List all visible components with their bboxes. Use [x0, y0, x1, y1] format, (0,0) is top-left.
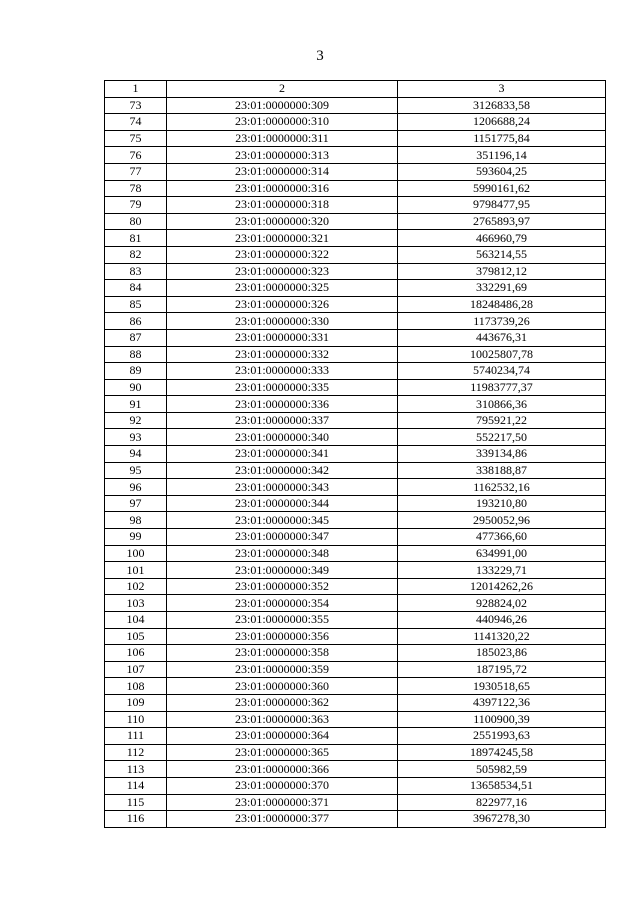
- table-row: [105, 645, 606, 662]
- table-cell-col-2: 23:01:0000000:349: [167, 562, 398, 579]
- table-cell-col-2: 23:01:0000000:332: [167, 346, 398, 363]
- table-cell-col-2: 23:01:0000000:356: [167, 628, 398, 645]
- table-row: [105, 545, 606, 562]
- table-cell-col-2: 23:01:0000000:335: [167, 379, 398, 396]
- table-cell-col-3: 505982,59: [398, 761, 606, 778]
- table-cell-col-3: 133229,71: [398, 562, 606, 579]
- table-cell-col-1: 104: [105, 612, 167, 629]
- table-cell-col-1: 87: [105, 329, 167, 346]
- table-row: [105, 711, 606, 728]
- table-cell-col-2: 23:01:0000000:363: [167, 711, 398, 728]
- table-cell-col-2: 23:01:0000000:318: [167, 197, 398, 214]
- table-row: [105, 744, 606, 761]
- table-cell-col-2: 23:01:0000000:360: [167, 678, 398, 695]
- table-cell-col-1: 73: [105, 97, 167, 114]
- table-cell-col-3: 1173739,26: [398, 313, 606, 330]
- table-row: [105, 512, 606, 529]
- table-row: [105, 379, 606, 396]
- table-cell-col-2: 23:01:0000000:370: [167, 777, 398, 794]
- table-row: [105, 280, 606, 297]
- table-cell-col-3: 1930518,65: [398, 678, 606, 695]
- table-cell-col-3: 593604,25: [398, 163, 606, 180]
- table-row: [105, 794, 606, 811]
- table-cell-col-2: 23:01:0000000:364: [167, 728, 398, 745]
- table-cell-col-1: 94: [105, 446, 167, 463]
- table-row: [105, 595, 606, 612]
- table-cell-col-3: 12014262,26: [398, 578, 606, 595]
- table-cell-col-2: 23:01:0000000:365: [167, 744, 398, 761]
- table-cell-col-3: 11983777,37: [398, 379, 606, 396]
- table-row: [105, 412, 606, 429]
- table-row: [105, 263, 606, 280]
- table-cell-col-2: 23:01:0000000:320: [167, 213, 398, 230]
- table-cell-col-1: 81: [105, 230, 167, 247]
- table-cell-col-1: 88: [105, 346, 167, 363]
- table-cell-col-2: 23:01:0000000:352: [167, 578, 398, 595]
- table-row: [105, 678, 606, 695]
- table-cell-col-3: 5740234,74: [398, 363, 606, 380]
- table-cell-col-3: 1162532,16: [398, 479, 606, 496]
- table-cell-col-1: 75: [105, 130, 167, 147]
- table-row: [105, 213, 606, 230]
- table-cell-col-3: 1141320,22: [398, 628, 606, 645]
- table-cell-col-3: 379812,12: [398, 263, 606, 280]
- table-cell-col-1: 101: [105, 562, 167, 579]
- table-cell-col-1: 97: [105, 495, 167, 512]
- table-cell-col-1: 79: [105, 197, 167, 214]
- table-cell-col-3: 2765893,97: [398, 213, 606, 230]
- table-cell-col-1: 76: [105, 147, 167, 164]
- table-cell-col-3: 18248486,28: [398, 296, 606, 313]
- table-row: [105, 479, 606, 496]
- table-cell-col-3: 3126833,58: [398, 97, 606, 114]
- table-row: [105, 246, 606, 263]
- table-row: [105, 429, 606, 446]
- table-row: [105, 97, 606, 114]
- table-cell-col-3: 10025807,78: [398, 346, 606, 363]
- table-cell-col-2: 23:01:0000000:322: [167, 246, 398, 263]
- table-cell-col-1: 86: [105, 313, 167, 330]
- table-cell-col-2: 23:01:0000000:325: [167, 280, 398, 297]
- data-table: [104, 80, 606, 828]
- table-cell-col-2: 23:01:0000000:311: [167, 130, 398, 147]
- table-row: [105, 230, 606, 247]
- table-cell-col-1: 95: [105, 462, 167, 479]
- table-cell-col-3: 193210,80: [398, 495, 606, 512]
- table-cell-col-3: 466960,79: [398, 230, 606, 247]
- table-row: [105, 180, 606, 197]
- table-cell-col-1: 83: [105, 263, 167, 280]
- table-cell-col-3: 5990161,62: [398, 180, 606, 197]
- table-row: [105, 612, 606, 629]
- table-header-row: [105, 81, 606, 98]
- table-cell-col-3: 1206688,24: [398, 114, 606, 131]
- table-row: [105, 811, 606, 828]
- table-row: [105, 346, 606, 363]
- table-cell-col-2: 23:01:0000000:326: [167, 296, 398, 313]
- table-cell-col-2: 23:01:0000000:313: [167, 147, 398, 164]
- table-cell-col-1: 93: [105, 429, 167, 446]
- table-cell-col-2: 23:01:0000000:345: [167, 512, 398, 529]
- table-cell-col-1: 113: [105, 761, 167, 778]
- table-row: [105, 578, 606, 595]
- table-cell-col-1: 106: [105, 645, 167, 662]
- table-row: [105, 661, 606, 678]
- table-cell-col-1: 102: [105, 578, 167, 595]
- table-cell-col-2: 23:01:0000000:316: [167, 180, 398, 197]
- table-cell-col-1: 115: [105, 794, 167, 811]
- table-cell-col-3: 187195,72: [398, 661, 606, 678]
- table-cell-col-3: 552217,50: [398, 429, 606, 446]
- table-row: [105, 495, 606, 512]
- table-cell-col-2: 23:01:0000000:340: [167, 429, 398, 446]
- header-cell-3: 3: [398, 81, 606, 98]
- table-cell-col-3: 185023,86: [398, 645, 606, 662]
- table-row: [105, 761, 606, 778]
- table-cell-col-1: 96: [105, 479, 167, 496]
- table-cell-col-2: 23:01:0000000:348: [167, 545, 398, 562]
- table-cell-col-2: 23:01:0000000:355: [167, 612, 398, 629]
- table-cell-col-3: 9798477,95: [398, 197, 606, 214]
- table-cell-col-3: 440946,26: [398, 612, 606, 629]
- table-row: [105, 114, 606, 131]
- table-cell-col-2: 23:01:0000000:371: [167, 794, 398, 811]
- table-cell-col-1: 89: [105, 363, 167, 380]
- table-body: [105, 97, 606, 827]
- table-cell-col-2: 23:01:0000000:309: [167, 97, 398, 114]
- table-cell-col-1: 85: [105, 296, 167, 313]
- table-cell-col-3: 822977,16: [398, 794, 606, 811]
- table-cell-col-3: 443676,31: [398, 329, 606, 346]
- table-cell-col-1: 108: [105, 678, 167, 695]
- table-cell-col-2: 23:01:0000000:341: [167, 446, 398, 463]
- table-cell-col-1: 74: [105, 114, 167, 131]
- table-cell-col-3: 1100900,39: [398, 711, 606, 728]
- table-row: [105, 329, 606, 346]
- table-cell-col-2: 23:01:0000000:314: [167, 163, 398, 180]
- table-row: [105, 694, 606, 711]
- table-cell-col-3: 351196,14: [398, 147, 606, 164]
- table-row: [105, 446, 606, 463]
- table-row: [105, 777, 606, 794]
- table-cell-col-2: 23:01:0000000:354: [167, 595, 398, 612]
- table-cell-col-3: 18974245,58: [398, 744, 606, 761]
- table-cell-col-3: 477366,60: [398, 529, 606, 546]
- table-cell-col-2: 23:01:0000000:337: [167, 412, 398, 429]
- table-cell-col-2: 23:01:0000000:321: [167, 230, 398, 247]
- table-cell-col-2: 23:01:0000000:310: [167, 114, 398, 131]
- table-cell-col-1: 98: [105, 512, 167, 529]
- table-cell-col-1: 111: [105, 728, 167, 745]
- table-cell-col-2: 23:01:0000000:344: [167, 495, 398, 512]
- table-cell-col-2: 23:01:0000000:342: [167, 462, 398, 479]
- table-cell-col-3: 1151775,84: [398, 130, 606, 147]
- table-cell-col-1: 105: [105, 628, 167, 645]
- table-row: [105, 197, 606, 214]
- table-cell-col-1: 82: [105, 246, 167, 263]
- table-row: [105, 396, 606, 413]
- table-row: [105, 313, 606, 330]
- table-cell-col-2: 23:01:0000000:362: [167, 694, 398, 711]
- table-cell-col-1: 99: [105, 529, 167, 546]
- table-cell-col-1: 92: [105, 412, 167, 429]
- table-row: [105, 728, 606, 745]
- table-cell-col-1: 77: [105, 163, 167, 180]
- table-cell-col-1: 103: [105, 595, 167, 612]
- table-cell-col-3: 310866,36: [398, 396, 606, 413]
- header-cell-2: 2: [167, 81, 398, 98]
- table-cell-col-3: 339134,86: [398, 446, 606, 463]
- table-cell-col-2: 23:01:0000000:347: [167, 529, 398, 546]
- table-cell-col-3: 3967278,30: [398, 811, 606, 828]
- table-cell-col-1: 110: [105, 711, 167, 728]
- table-cell-col-1: 112: [105, 744, 167, 761]
- table-row: [105, 130, 606, 147]
- table-row: [105, 147, 606, 164]
- table-cell-col-3: 332291,69: [398, 280, 606, 297]
- table-cell-col-3: 2950052,96: [398, 512, 606, 529]
- table-cell-col-1: 84: [105, 280, 167, 297]
- table-cell-col-3: 563214,55: [398, 246, 606, 263]
- table-cell-col-3: 4397122,36: [398, 694, 606, 711]
- table-cell-col-1: 100: [105, 545, 167, 562]
- table-cell-col-2: 23:01:0000000:333: [167, 363, 398, 380]
- table-cell-col-1: 114: [105, 777, 167, 794]
- table-cell-col-3: 795921,22: [398, 412, 606, 429]
- table-cell-col-2: 23:01:0000000:377: [167, 811, 398, 828]
- table-row: [105, 363, 606, 380]
- table-cell-col-2: 23:01:0000000:331: [167, 329, 398, 346]
- table-cell-col-3: 13658534,51: [398, 777, 606, 794]
- table-cell-col-1: 116: [105, 811, 167, 828]
- table-cell-col-2: 23:01:0000000:343: [167, 479, 398, 496]
- table-cell-col-2: 23:01:0000000:359: [167, 661, 398, 678]
- table-cell-col-3: 338188,87: [398, 462, 606, 479]
- table-cell-col-3: 2551993,63: [398, 728, 606, 745]
- table-cell-col-1: 109: [105, 694, 167, 711]
- table-row: [105, 628, 606, 645]
- table-cell-col-2: 23:01:0000000:330: [167, 313, 398, 330]
- table-cell-col-2: 23:01:0000000:366: [167, 761, 398, 778]
- page-number: 3: [316, 48, 324, 64]
- table-cell-col-2: 23:01:0000000:323: [167, 263, 398, 280]
- table-cell-col-3: 928824,02: [398, 595, 606, 612]
- table-cell-col-2: 23:01:0000000:358: [167, 645, 398, 662]
- table-row: [105, 462, 606, 479]
- table-cell-col-1: 90: [105, 379, 167, 396]
- table-row: [105, 163, 606, 180]
- table-row: [105, 529, 606, 546]
- table-cell-col-3: 634991,00: [398, 545, 606, 562]
- table-cell-col-2: 23:01:0000000:336: [167, 396, 398, 413]
- table-row: [105, 562, 606, 579]
- table-cell-col-1: 91: [105, 396, 167, 413]
- header-cell-1: 1: [105, 81, 167, 98]
- table-cell-col-1: 80: [105, 213, 167, 230]
- table-row: [105, 296, 606, 313]
- table-cell-col-1: 107: [105, 661, 167, 678]
- table-cell-col-1: 78: [105, 180, 167, 197]
